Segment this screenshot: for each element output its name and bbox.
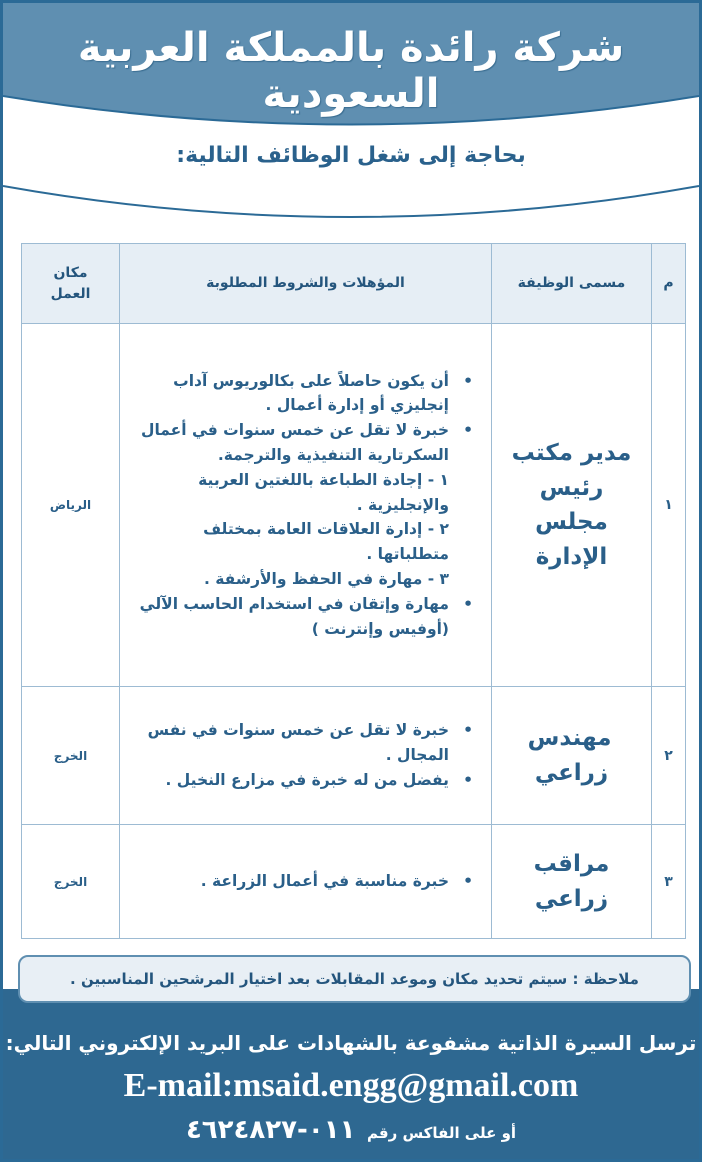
- jobs-table: [21, 243, 686, 939]
- fax-label: أو على الفاكس رقم: [367, 1124, 517, 1142]
- header-title: مسمى الوظيفة: [492, 244, 652, 324]
- job-title: [492, 687, 652, 825]
- row-num: ٣: [652, 825, 686, 939]
- qualification-subitem: ٣ - مهارة في الحفظ والأرشفة .: [204, 569, 449, 588]
- qualification-subitem: ١ - إجادة الطباعة باللغتين العربية والإنجليزية .: [198, 470, 449, 514]
- job-title: مدير مكتب رئيس مجلس الإدارة: [492, 324, 652, 687]
- note-box: ملاحظة : سيتم تحديد مكان وموعد المقابلات بعد اختيار المرشحين المناسبين .: [18, 955, 691, 1003]
- header-quals: المؤهلات والشروط المطلوبة: [120, 244, 492, 324]
- qualification-subitem: ٢ - إدارة العلاقات العامة بمختلف متطلباتها .: [203, 520, 449, 564]
- table-row: [22, 825, 686, 939]
- subtitle: بحاجة إلى شغل الوظائف التالية:: [176, 143, 526, 168]
- work-location: الخرج: [22, 687, 120, 825]
- job-qualifications: [120, 825, 492, 939]
- apply-instructions: ترسل السيرة الذاتية مشفوعة بالشهادات على البريد الإلكتروني التالي:: [5, 1031, 697, 1055]
- table-header-row: [22, 244, 686, 324]
- job-title-text: مهندس زراعي: [527, 725, 612, 786]
- row-num: ٢: [652, 687, 686, 825]
- qualification-item: • يفضل من له خبرة في مزارع النخيل .: [130, 768, 477, 793]
- fax-line: [3, 1115, 699, 1145]
- job-qualifications: [120, 687, 492, 825]
- job-title: مراقب زراعي: [492, 825, 652, 939]
- qualification-item: • خبرة لا تقل عن خمس سنوات في نفس المجال .: [130, 718, 477, 768]
- work-location: الخرج: [22, 825, 120, 939]
- header-place-label: مكان العمل: [50, 264, 91, 302]
- company-title: شركة رائدة بالمملكة العربية السعودية: [77, 25, 625, 117]
- qualification-item: • مهارة وإتقان في استخدام الحاسب الآلي (أوفيس وإنترنت ): [130, 592, 477, 642]
- contact-email[interactable]: E-mail:msaid.engg@gmail.com: [123, 1067, 579, 1104]
- job-qualifications: [120, 324, 492, 687]
- qualification-item: • خبرة مناسبة في أعمال الزراعة .: [130, 869, 477, 894]
- qualification-item: • خبرة لا تقل عن خمس سنوات في أعمال السكرتارية التنفيذية والترجمة.: [130, 418, 477, 468]
- header-place: [22, 244, 120, 324]
- header-num: م: [652, 244, 686, 324]
- row-num: ١: [652, 324, 686, 687]
- fax-number: ٠١١-٤٦٢٤٨٢٧: [185, 1115, 356, 1145]
- table-row: [22, 324, 686, 687]
- table-row: [22, 687, 686, 825]
- work-location: الرياض: [22, 324, 120, 687]
- qualification-item: • أن يكون حاصلاً على بكالوريوس آداب إنجليزي أو إدارة أعمال .: [130, 369, 477, 419]
